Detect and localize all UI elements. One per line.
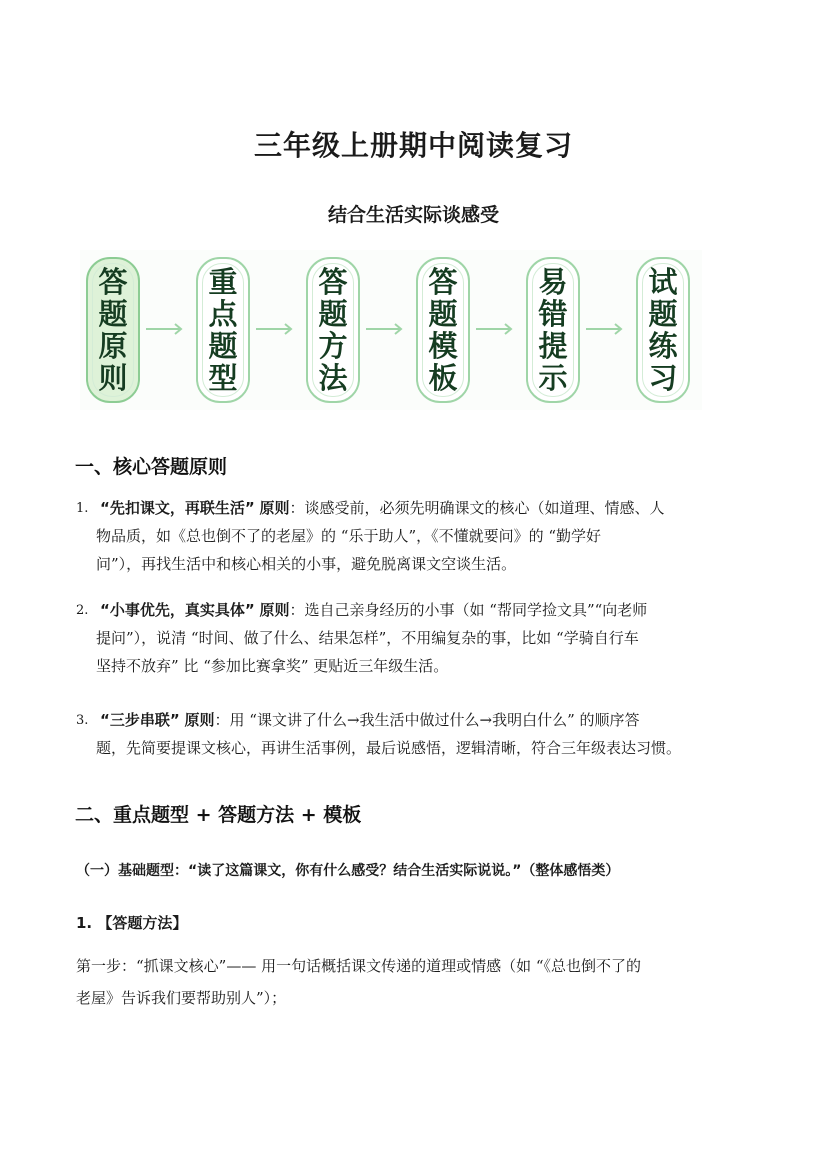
flow-step-label: 重点题型 <box>208 265 238 395</box>
flow-step-pitfalls <box>526 257 580 403</box>
principle-name: “小事优先，真实具体” <box>100 601 255 619</box>
list-item-number: 1. <box>76 501 89 516</box>
method-step-text: 老屋》告诉我们要帮助别人”）； <box>76 989 287 1007</box>
flow-step-label: 答题模板 <box>428 265 458 395</box>
principle-text: ：选自己亲身经历的小事（如 “帮同学捡文具”“向老师 <box>289 601 648 619</box>
flow-arrow-icon <box>254 322 298 336</box>
principle-text: 坚持不放弃” 比 “参加比赛拿奖” 更贴近三年级生活。 <box>96 657 449 675</box>
flow-step-label: 答题原则 <box>98 265 128 395</box>
flow-arrow-icon <box>364 322 408 336</box>
method-heading: 1. 【答题方法】 <box>76 914 188 932</box>
flow-step-practice <box>636 257 690 403</box>
list-item <box>76 596 748 680</box>
list-item-number: 3. <box>76 713 89 728</box>
document-subtitle: 结合生活实际谈感受 <box>327 204 499 226</box>
principle-text: 提问”），说清 “时间、做了什么、结果怎样”，不用编复杂的事，比如 “学骑自行车 <box>96 629 639 647</box>
method-step-paragraph <box>76 950 756 1014</box>
document-title: 三年级上册期中阅读复习 <box>253 129 573 162</box>
principle-name: “三步串联” <box>100 711 180 729</box>
section-heading-principles: 一、核心答题原则 <box>75 456 228 478</box>
principle-label: 原则 <box>259 601 290 619</box>
method-step-text: 第一步：“抓课文核心”—— 用一句话概括课文传递的道理或情感（如 “《总也倒不了的 <box>76 957 642 975</box>
flow-arrow-icon <box>144 322 188 336</box>
flow-step-question-types <box>196 257 250 403</box>
list-item <box>76 706 748 762</box>
flow-diagram <box>80 250 702 410</box>
principle-text: 问”），再找生活中和核心相关的小事，避免脱离课文空谈生活。 <box>96 555 517 573</box>
principle-text: ：用 “课文讲了什么→我生活中做过什么→我明白什么” 的顺序答 <box>214 711 640 729</box>
flow-step-principles <box>86 257 140 403</box>
principle-text: 物品质，如《总也倒不了的老屋》的 “乐于助人”，《不懂就要问》的 “勤学好 <box>96 527 602 545</box>
flow-step-label: 试题练习 <box>648 265 678 395</box>
flow-step-methods <box>306 257 360 403</box>
question-type-heading: （一）基础题型：“读了这篇课文，你有什么感受？结合生活实际说说。”（整体感悟类） <box>76 863 620 879</box>
principle-text: ：谈感受前，必须先明确课文的核心（如道理、情感、人 <box>289 499 665 517</box>
flow-step-label: 答题方法 <box>318 265 348 395</box>
principle-label: 原则 <box>184 711 215 729</box>
flow-step-templates <box>416 257 470 403</box>
principle-label: 原则 <box>259 499 290 517</box>
list-item <box>76 494 748 578</box>
section-heading-question-types: 二、重点题型 + 答题方法 + 模板 <box>75 804 362 826</box>
principle-name: “先扣课文，再联生活” <box>100 499 255 517</box>
list-item-number: 2. <box>76 603 89 618</box>
flow-step-label: 易错提示 <box>538 265 568 395</box>
flow-arrow-icon <box>584 322 628 336</box>
flow-arrow-icon <box>474 322 518 336</box>
principle-text: 题，先简要提课文核心，再讲生活事例，最后说感悟，逻辑清晰，符合三年级表达习惯。 <box>96 739 682 757</box>
